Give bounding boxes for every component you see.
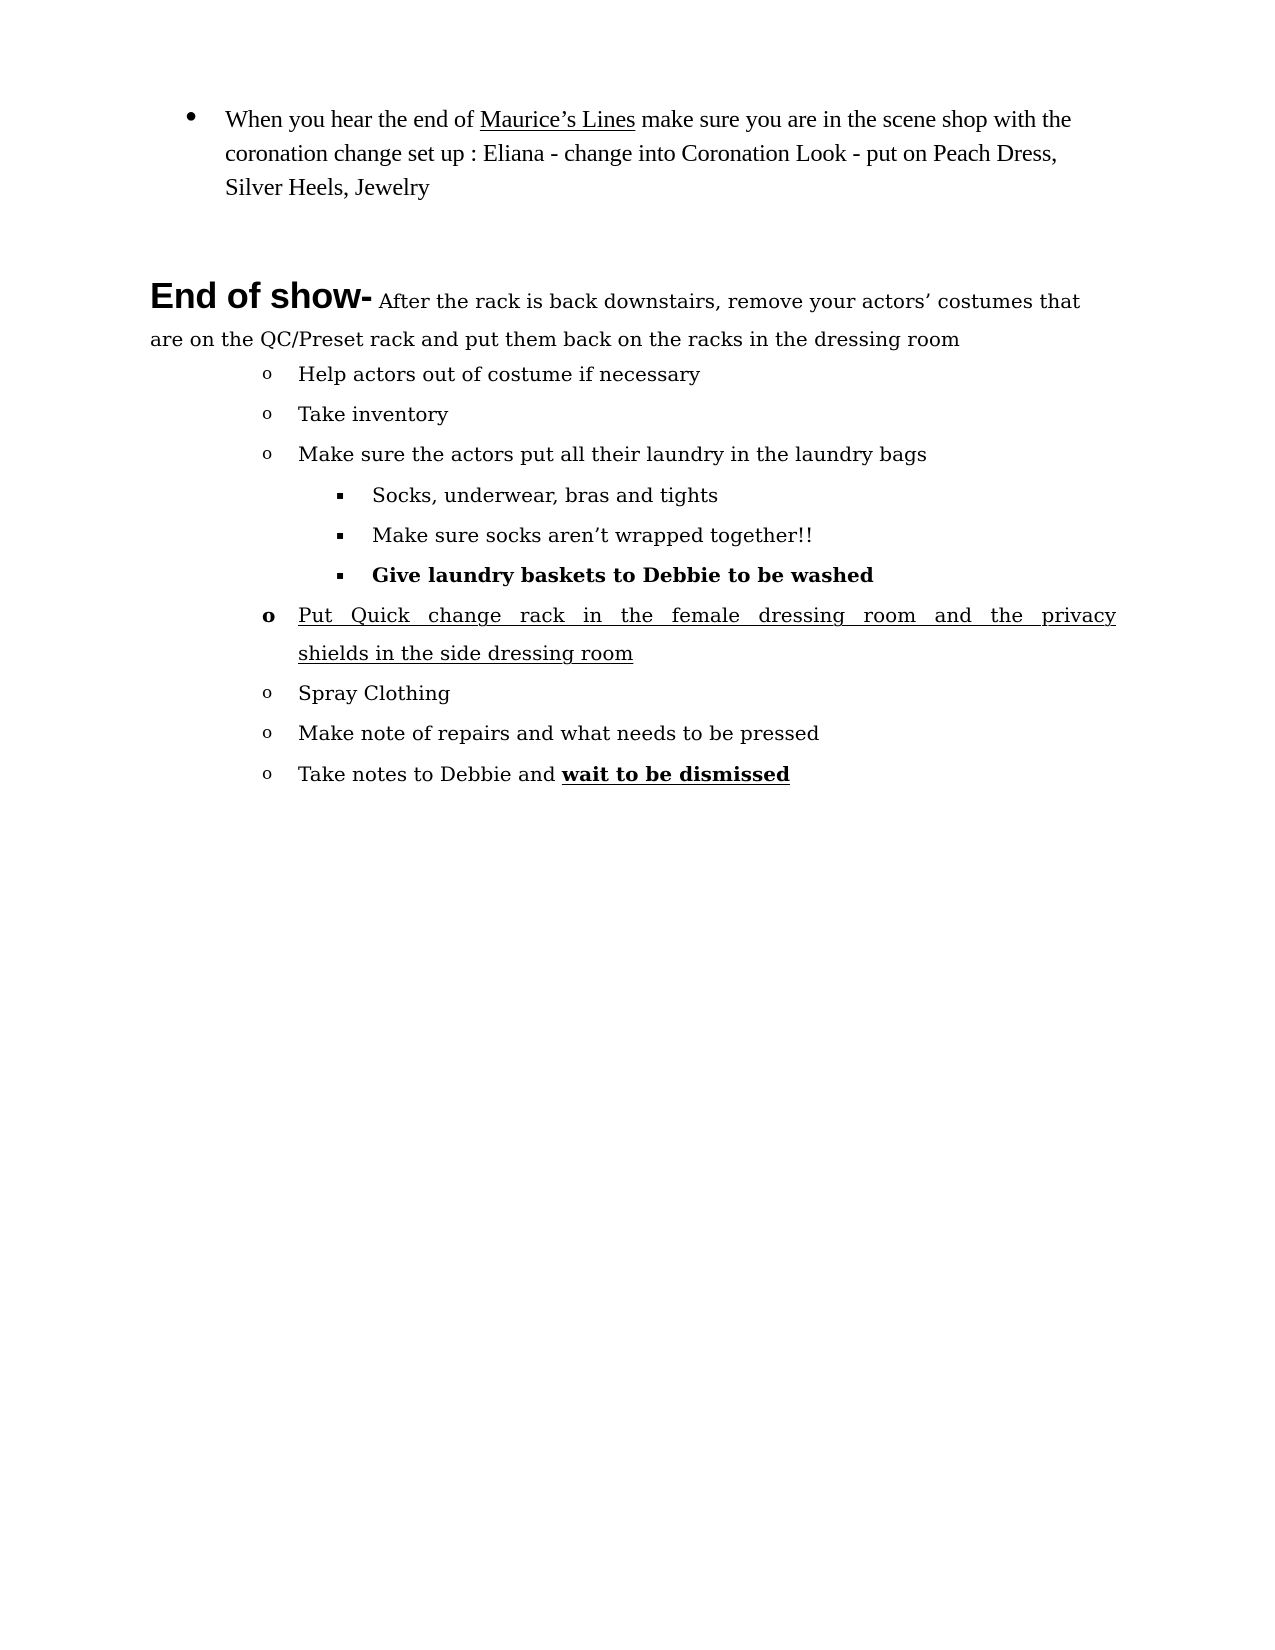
coronation-bullet: [185, 103, 1115, 205]
list-item-text: [298, 755, 790, 793]
square-bullet-icon: ▪: [336, 487, 345, 502]
end-of-show-intro: After the rack is back downstairs, remove your actors’ costumes that are on the QC/Preset rack and put them back on the racks in the dressing room: [150, 289, 1081, 351]
instruction-rest: make sure you are in the scene shop with the coronation change set up : Eliana - change into Coronation Look - put on Peach Dress, Silver Heels, Jewelry: [225, 106, 1072, 201]
end-of-show-paragraph: [150, 277, 1110, 358]
sub-list-item-text: Give laundry baskets to Debbie to be washed: [372, 562, 874, 587]
list-item: [150, 395, 1150, 435]
list-item-text-continued: shields in the side dressing room: [298, 641, 634, 666]
list-item: [150, 435, 1150, 475]
list-item-text: Help actors out of costume if necessary: [298, 362, 701, 386]
maurices-lines-link[interactable]: Maurice’s Lines: [479, 106, 636, 133]
list-item: [150, 714, 1150, 754]
list-item-text: Put Quick change rack in the female dressing room and the privacy: [298, 603, 1116, 628]
sub-list-item-text: Socks, underwear, bras and tights: [372, 482, 719, 507]
end-of-show-heading: End of show-: [150, 275, 373, 316]
list-item-text: Make note of repairs and what needs to be pressed: [298, 721, 820, 746]
list-item-text: Make sure the actors put all their laundry in the laundry bags: [298, 442, 928, 467]
sub-list-item: [150, 476, 1150, 516]
wait-dismissed-emphasis: wait to be dismissed: [561, 761, 790, 786]
end-of-show-checklist: [150, 355, 1150, 795]
list-item: [150, 355, 1150, 395]
square-bullet-icon: ▪: [336, 567, 345, 582]
instruction-lead: When you hear the end of: [225, 106, 480, 133]
circle-bullet-icon: o: [262, 444, 273, 465]
circle-bullet-icon: o: [262, 364, 273, 384]
bullet-dot-icon: ●: [185, 105, 198, 127]
square-bullet-icon: ▪: [336, 527, 345, 542]
sub-list-item-text: Make sure socks aren’t wrapped together!!: [372, 522, 814, 547]
sub-list-item: [150, 516, 1150, 556]
circle-bullet-icon: o: [262, 723, 273, 744]
list-item: [150, 674, 1150, 714]
circle-bullet-icon: o: [262, 683, 273, 704]
list-item-lead: Take notes to Debbie and: [298, 761, 562, 786]
sub-list-item: [150, 556, 1150, 596]
list-item-text: Spray Clothing: [298, 681, 451, 706]
list-item: [150, 596, 1150, 674]
circle-bullet-icon: o: [262, 603, 276, 628]
coronation-instruction: [225, 103, 1115, 205]
circle-bullet-icon: o: [262, 763, 273, 784]
list-item: [150, 755, 1150, 795]
end-of-show-section: [150, 277, 1110, 358]
list-item-text: Take inventory: [298, 402, 449, 427]
circle-bullet-icon: o: [262, 404, 273, 425]
